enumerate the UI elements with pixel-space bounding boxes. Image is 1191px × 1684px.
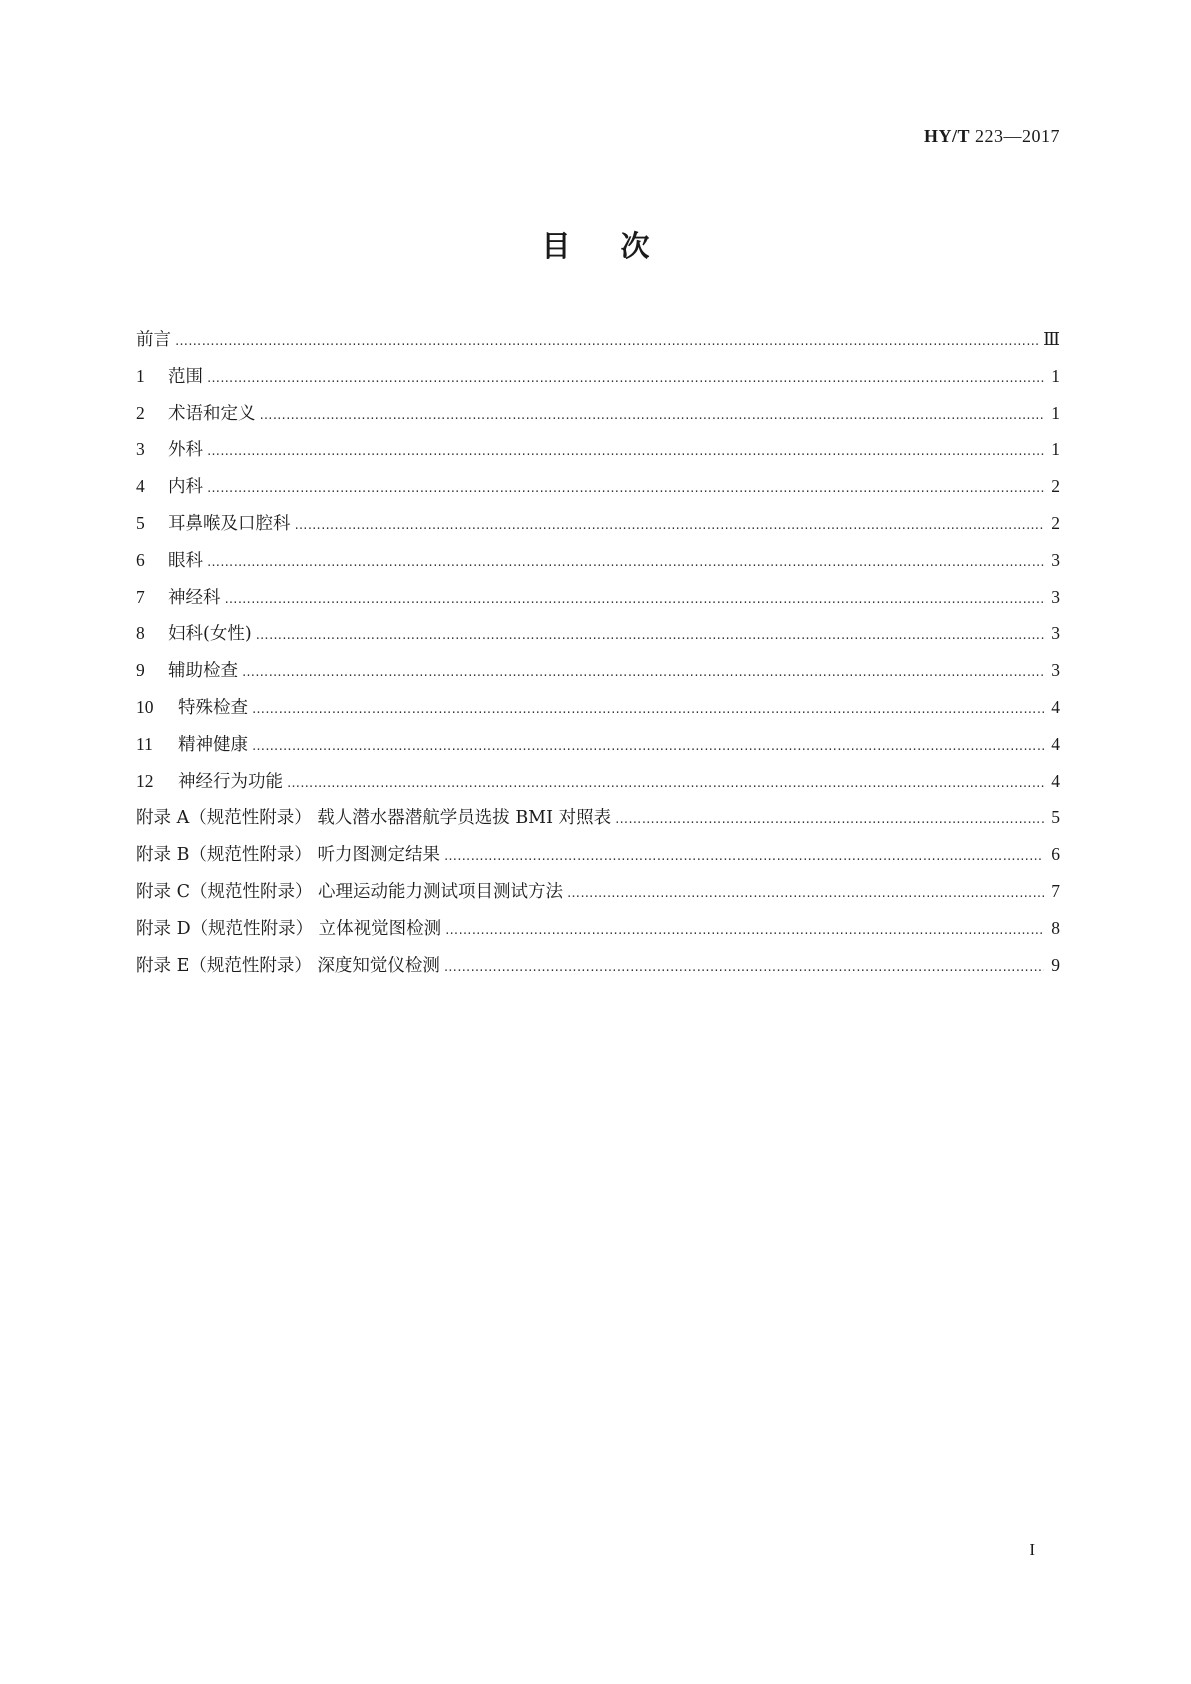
toc-entry-8[interactable]: [136, 620, 1060, 657]
toc-entry-title: 神经行为功能: [178, 771, 283, 792]
toc-entry-number: 9: [136, 660, 145, 681]
toc-entry-appendix-b[interactable]: [136, 841, 1060, 878]
toc-entry-title: 精神健康: [178, 734, 248, 755]
toc-leader-dots: [252, 739, 1044, 754]
toc-leader-dots: [207, 555, 1044, 570]
toc-entry-number: 12: [136, 770, 154, 791]
toc-entry-foreword[interactable]: [136, 326, 1060, 363]
page-title: 目次: [541, 229, 700, 263]
toc-entry-title: 前言: [136, 330, 171, 350]
toc-entry-title: 特殊检查: [178, 697, 248, 718]
toc-entry-title: 附录 C（规范性附录） 心理运动能力测试项目测试方法: [136, 881, 564, 902]
toc-entry-appendix-a[interactable]: [136, 804, 1060, 841]
toc-entry-page: 9: [1051, 954, 1060, 975]
toc-entry-number: 6: [136, 549, 145, 570]
toc-entry-page: 4: [1051, 733, 1060, 754]
toc-entry-page: 4: [1051, 696, 1060, 717]
toc-entry-3[interactable]: [136, 436, 1060, 473]
toc-entry-appendix-e[interactable]: [136, 952, 1060, 989]
standard-code: [924, 126, 1060, 147]
toc-entry-title: 神经科: [168, 587, 221, 608]
toc-entry-9[interactable]: [136, 657, 1060, 694]
toc-entry-title: 范围: [168, 366, 203, 387]
toc-entry-page: 5: [1051, 807, 1060, 828]
toc-entry-7[interactable]: [136, 584, 1060, 621]
toc-entry-number: 5: [136, 512, 145, 533]
toc-leader-dots: [207, 371, 1044, 386]
toc-entry-page: 7: [1051, 880, 1060, 901]
toc-entry-page: 1: [1051, 439, 1060, 460]
toc-entry-title: 妇科(女性): [168, 624, 252, 645]
toc-entry-title: 附录 E（规范性附录） 深度知觉仪检测: [136, 955, 440, 976]
toc-entry-title: 附录 A（规范性附录） 载人潜水器潜航学员选拔 BMI 对照表: [136, 808, 612, 829]
toc-entry-title: 附录 D（规范性附录） 立体视觉图检测: [136, 918, 442, 939]
toc-leader-dots: [225, 592, 1045, 607]
toc-entry-number: 1: [136, 365, 145, 386]
toc-leader-dots: [444, 960, 1044, 975]
toc-entry-page: 3: [1051, 660, 1060, 681]
toc-entry-page: 6: [1051, 844, 1060, 865]
toc-entry-page: 3: [1051, 549, 1060, 570]
toc-entry-title: 术语和定义: [168, 403, 256, 424]
toc-entry-appendix-c[interactable]: [136, 878, 1060, 915]
toc-leader-dots: [207, 444, 1044, 459]
toc-leader-dots: [615, 812, 1044, 827]
toc-entry-11[interactable]: [136, 731, 1060, 768]
toc-leader-dots: [242, 665, 1044, 680]
toc-leader-dots: [260, 408, 1045, 423]
toc-entry-title: 外科: [168, 440, 203, 461]
toc-leader-dots: [444, 849, 1044, 864]
toc-entry-number: 4: [136, 476, 145, 497]
toc-leader-dots: [175, 334, 1039, 349]
toc-leader-dots: [445, 923, 1044, 938]
standard-number: 223—2017: [975, 126, 1060, 146]
toc-leader-dots: [252, 702, 1044, 717]
toc-entry-title: 眼科: [168, 550, 203, 571]
toc-leader-dots: [567, 886, 1044, 901]
toc-entry-12[interactable]: [136, 768, 1060, 805]
toc-leader-dots: [295, 518, 1045, 533]
table-of-contents: [136, 326, 1060, 988]
toc-entry-1[interactable]: [136, 363, 1060, 400]
toc-entry-2[interactable]: [136, 400, 1060, 437]
toc-entry-page: 3: [1051, 586, 1060, 607]
toc-entry-number: 2: [136, 402, 145, 423]
toc-entry-page: 4: [1051, 770, 1060, 791]
toc-leader-dots: [207, 481, 1044, 496]
toc-entry-page: 3: [1051, 623, 1060, 644]
toc-entry-title: 耳鼻喉及口腔科: [168, 513, 291, 534]
toc-entry-page: 2: [1051, 476, 1060, 497]
toc-entry-5[interactable]: [136, 510, 1060, 547]
standard-prefix: HY/T: [923, 126, 970, 146]
toc-entry-title: 附录 B（规范性附录） 听力图测定结果: [136, 845, 440, 866]
toc-entry-page: 8: [1051, 917, 1060, 938]
toc-entry-page: Ⅲ: [1043, 329, 1060, 349]
toc-entry-page: 1: [1051, 402, 1060, 423]
toc-entry-page: 2: [1051, 512, 1060, 533]
toc-entry-4[interactable]: [136, 473, 1060, 510]
toc-entry-title: 辅助检查: [168, 661, 238, 682]
toc-entry-number: 7: [136, 586, 145, 607]
toc-entry-10[interactable]: [136, 694, 1060, 731]
toc-entry-number: 3: [136, 439, 145, 460]
toc-entry-number: 11: [136, 733, 153, 754]
toc-entry-number: 10: [136, 696, 154, 717]
page-number: I: [1029, 1540, 1035, 1559]
toc-entry-page: 1: [1051, 365, 1060, 386]
toc-entry-title: 内科: [168, 477, 203, 498]
toc-entry-number: 8: [136, 623, 145, 644]
toc-entry-6[interactable]: [136, 547, 1060, 584]
toc-leader-dots: [287, 776, 1044, 791]
toc-entry-appendix-d[interactable]: [136, 915, 1060, 952]
toc-leader-dots: [256, 628, 1044, 643]
